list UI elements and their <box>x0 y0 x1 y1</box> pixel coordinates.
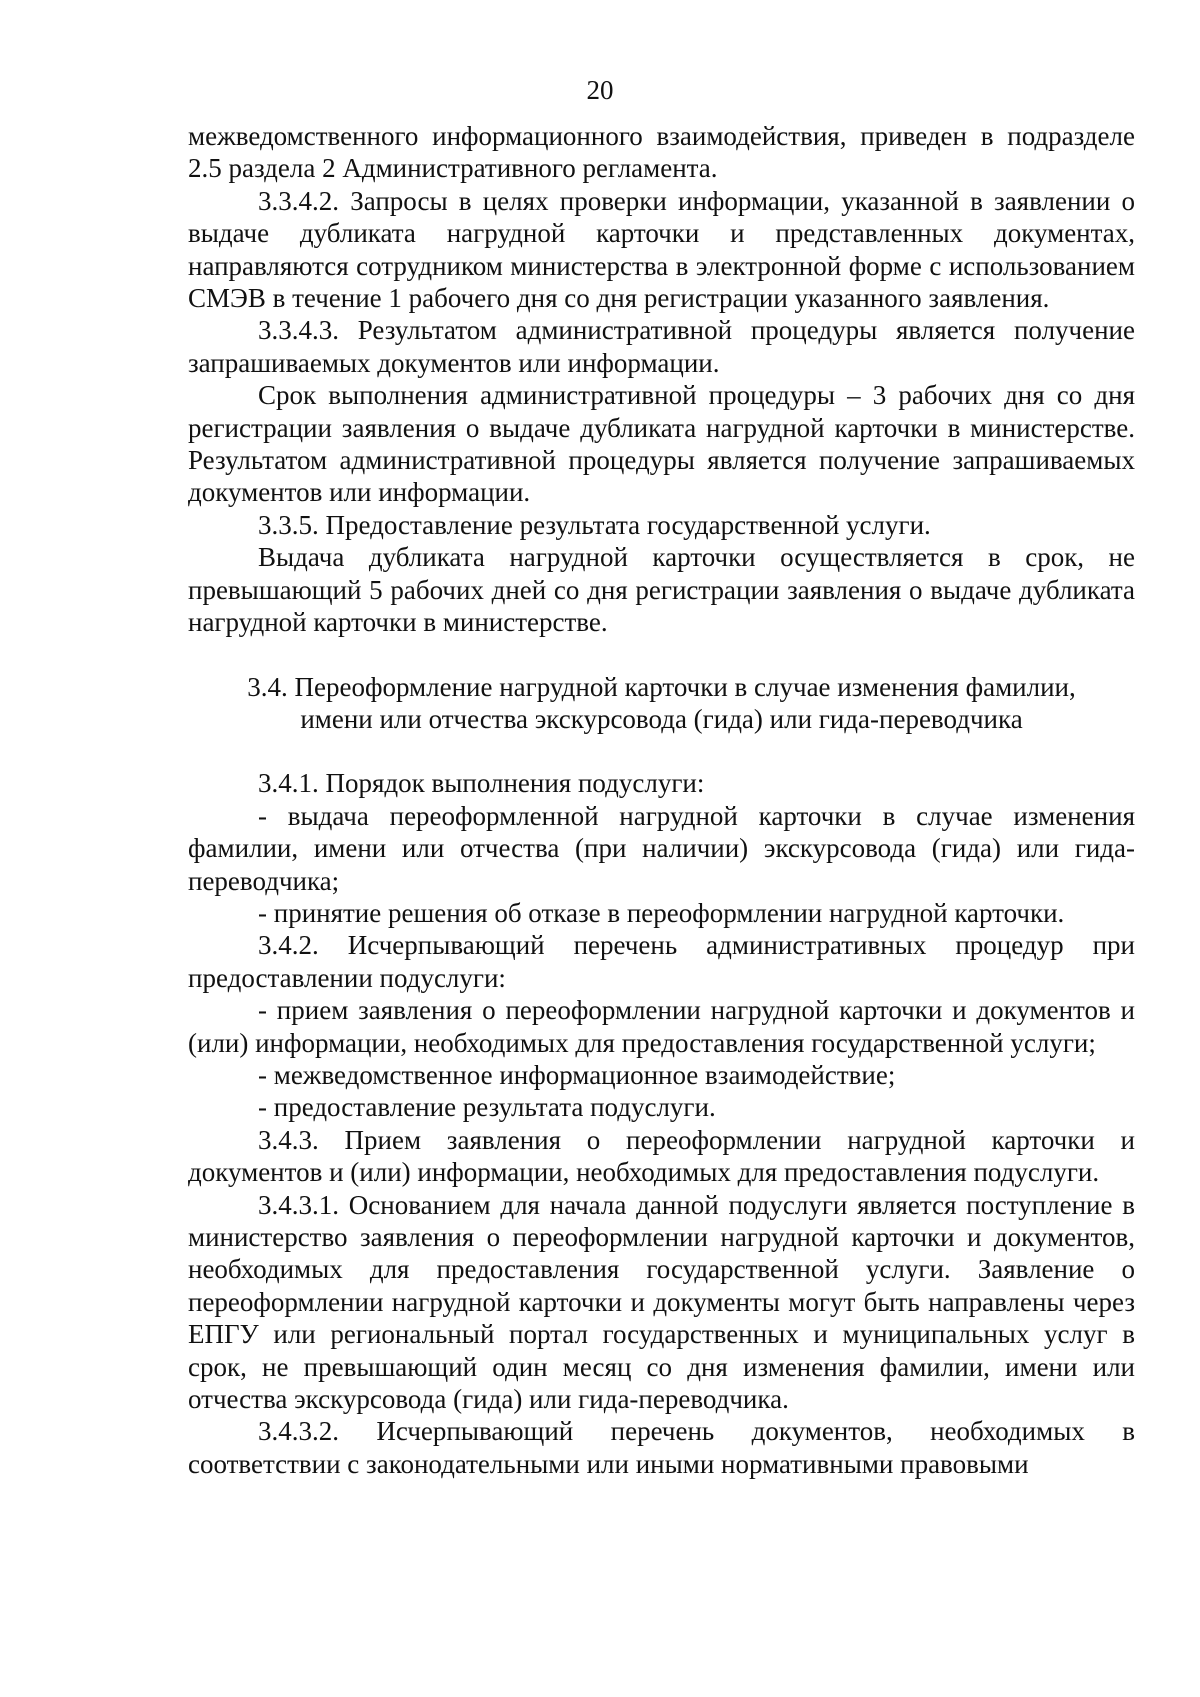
paragraph-duplicate-issue: Выдача дубликата нагрудной карточки осуществляется в срок, не превышающий 5 рабочих дней со дня регистрации заявления о выдаче дубликата нагрудной карточки в министерстве. <box>188 542 1135 638</box>
paragraph-3-3-4-2: 3.3.4.2. Запросы в целях проверки информации, указанной в заявлении о выдаче дубликата нагрудной карточки и представленных документах, направляются сотрудником министерства в электронной форме с использованием СМЭВ в течение 1 рабочего дня со дня регистрации указанного заявления. <box>188 185 1135 314</box>
list-item-result: - предоставление результата подуслуги. <box>258 1092 716 1123</box>
section-heading-line-1: 3.4. Переоформление нагрудной карточки в случае изменения фамилии, <box>247 671 1076 702</box>
paragraph-3-4-1: 3.4.1. Порядок выполнения подуслуги: <box>258 768 705 799</box>
paragraph-3-3-5: 3.3.5. Предоставление результата государственной услуги. <box>258 509 931 540</box>
paragraph-continuation: межведомственного информационного взаимодействия, приведен в подразделе 2.5 раздела 2 Административного регламента. <box>188 121 1135 184</box>
paragraph-3-4-3: 3.4.3. Прием заявления о переоформлении нагрудной карточки и документов и (или) информации, необходимых для предоставления подуслуги. <box>188 1124 1135 1188</box>
list-item-interagency: - межведомственное информационное взаимодействие; <box>258 1059 896 1090</box>
list-item-application-intake: - прием заявления о переоформлении нагрудной карточки и документов и (или) информации, необходимых для предоставления государственной услуги; <box>188 995 1135 1058</box>
paragraph-3-4-3-2: 3.4.3.2. Исчерпывающий перечень документов, необходимых в соответствии с законодательными или иными нормативными правовыми <box>188 1416 1135 1479</box>
paragraph-deadline: Срок выполнения административной процедуры – 3 рабочих дня со дня регистрации заявления о выдаче дубликата нагрудной карточки в министерстве. Результатом административной процедуры является получение запрашиваемых документов или информации. <box>188 380 1135 508</box>
section-heading-line-2: имени или отчества экскурсовода (гида) или гида-переводчика <box>300 703 1023 734</box>
paragraph-3-4-3-1: 3.4.3.1. Основанием для начала данной подуслуги является поступление в министерство заявления о переоформлении нагрудной карточки и документов, необходимых для предоставления государственной услуги. Заявление о переоформлении нагрудной карточки и документы могут быть направлены через ЕПГУ или региональный портал государственных и муниципальных услуг в срок, не превышающий один месяц со дня изменения фамилии, имени или отчества экскурсовода (гида) или гида-переводчика. <box>188 1189 1135 1415</box>
paragraph-3-4-2: 3.4.2. Исчерпывающий перечень административных процедур при предоставлении подуслуги: <box>188 930 1135 993</box>
list-item-refusal: - принятие решения об отказе в переоформлении нагрудной карточки. <box>258 897 1065 928</box>
list-item-reissue: - выдача переоформленной нагрудной карточки в случае изменения фамилии, имени или отчества (при наличии) экскурсовода (гида) или гида-переводчика; <box>188 800 1135 896</box>
section-heading-3-4 <box>188 671 1135 736</box>
page-number: 20 <box>586 75 614 105</box>
paragraph-3-3-4-3: 3.3.4.3. Результатом административной процедуры является получение запрашиваемых документов или информации. <box>188 315 1135 378</box>
page-body <box>188 120 1135 1480</box>
